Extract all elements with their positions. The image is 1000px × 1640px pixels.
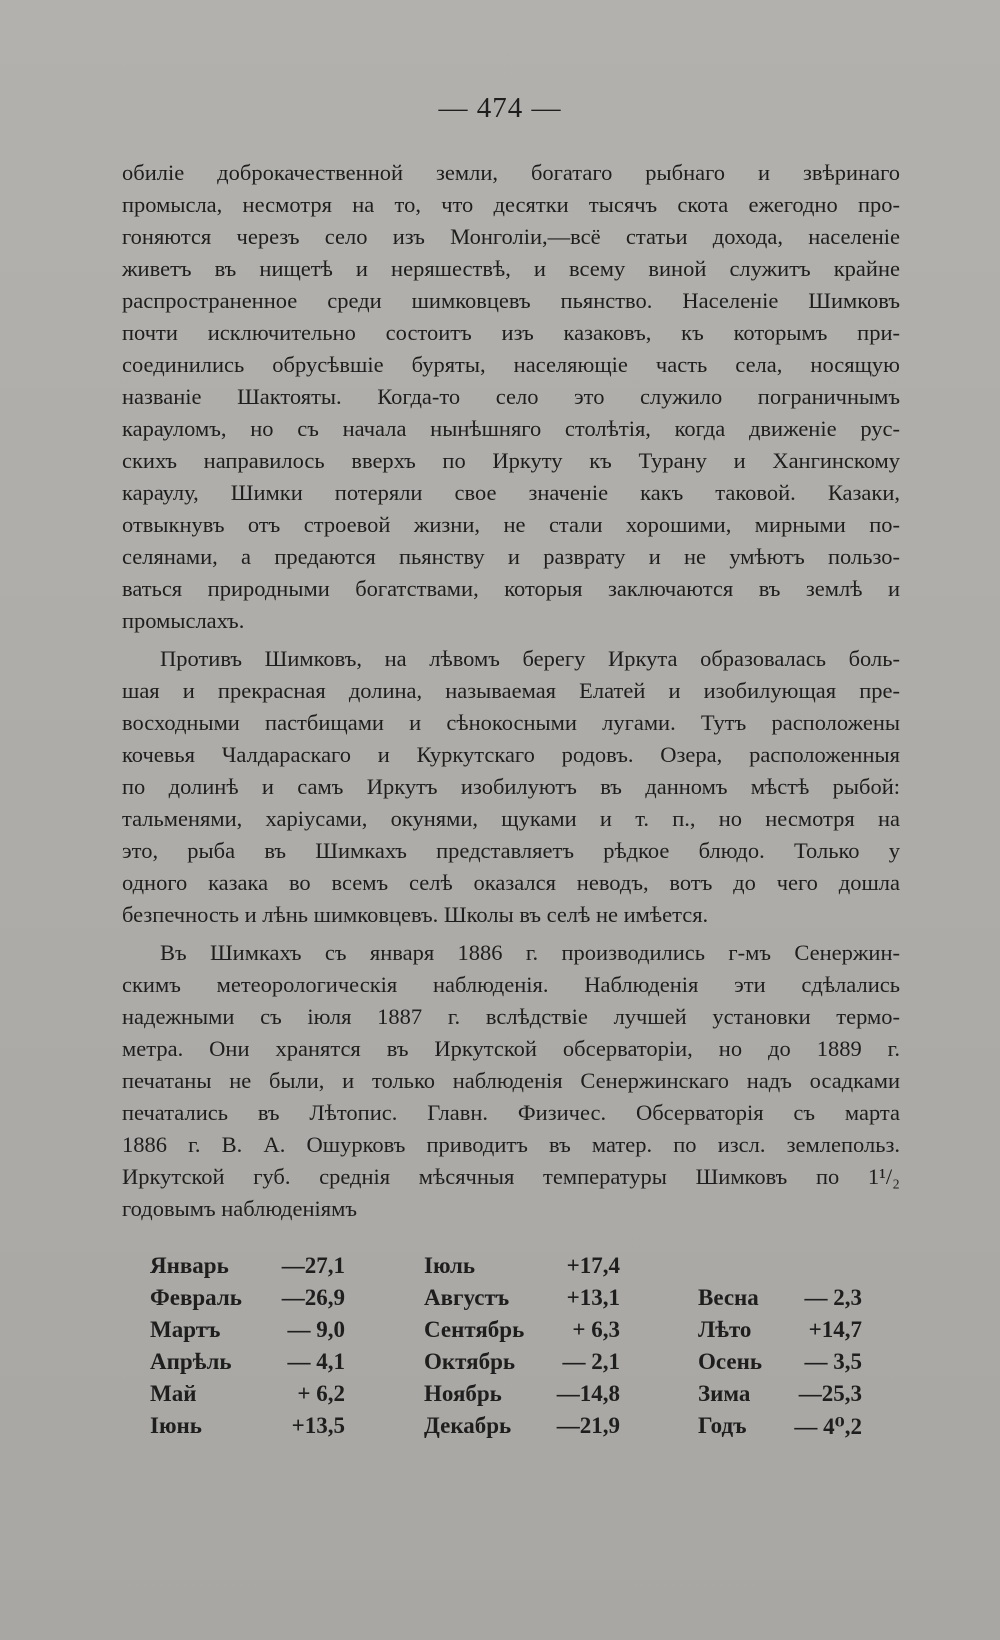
temperature-month: Іюнь	[150, 1413, 202, 1438]
text-line: восходными пастбищами и сѣнокосными лугами. Тутъ расположены	[122, 710, 900, 735]
temperature-value: —27,1	[281, 1253, 345, 1278]
temperature-value: +13,5	[291, 1413, 345, 1438]
text-line: отвыкнувъ отъ строевой жизни, не стали хорошими, мирными по-	[122, 512, 900, 537]
temperature-month: Годъ	[698, 1413, 747, 1438]
body-text	[122, 157, 900, 1225]
temperature-value: —25,3	[798, 1381, 862, 1406]
text-line: безпечность и лѣнь шимковцевъ. Школы въ селѣ не имѣется.	[122, 902, 709, 927]
text-line: годовымъ наблюденіямъ	[122, 1196, 357, 1221]
text-line: Иркутской губ. среднія мѣсячныя температуры Шимковъ по 1¹/₂	[122, 1164, 900, 1189]
temperature-value: — 2,3	[804, 1285, 862, 1310]
text-line: караулу, Шимки потеряли свое значеніе какъ таковой. Казаки,	[122, 480, 900, 505]
temperature-month: Лѣто	[698, 1317, 752, 1342]
text-line: скимъ метеорологическія наблюденія. Наблюденія эти сдѣлались	[122, 972, 900, 997]
text-line: надежными съ іюля 1887 г. вслѣдствіе лучшей установки термо-	[122, 1004, 900, 1029]
text-line: печатались въ Лѣтопис. Главн. Физичес. Обсерваторія съ марта	[122, 1100, 900, 1125]
temperature-value: +17,4	[566, 1253, 620, 1278]
text-line: почти исключительно состоитъ изъ казаковъ, къ которымъ при-	[122, 320, 900, 345]
text-line: это, рыба въ Шимкахъ представляетъ рѣдкое блюдо. Только у	[122, 838, 900, 863]
text-line: 1886 г. В. А. Ошурковъ приводитъ въ матер. по изсл. землепольз.	[122, 1132, 900, 1157]
text-line: промыслахъ.	[122, 608, 245, 633]
text-line: по долинѣ и самъ Иркутъ изобилуютъ въ данномъ мѣстѣ рыбой:	[122, 774, 900, 799]
text-line: Въ Шимкахъ съ января 1886 г. производились г-мъ Сенержин-	[160, 940, 900, 965]
text-line: ваться природными богатствами, которыя заключаются въ землѣ и	[122, 576, 900, 601]
paragraph	[122, 643, 900, 931]
temperature-month: Іюль	[424, 1253, 476, 1278]
temperature-value: +13,1	[566, 1285, 620, 1310]
temperature-value: — 4,1	[287, 1349, 345, 1374]
temperature-value: — 4⁰,2	[794, 1414, 862, 1439]
temperature-month: Мартъ	[150, 1317, 221, 1342]
text-line: промысла, несмотря на то, что десятки тысячъ скота ежегодно про-	[122, 192, 900, 217]
text-line: скихъ направилось вверхъ по Иркуту къ Турану и Хангинскому	[122, 448, 900, 473]
text-line: тальменями, харіусами, окунями, щуками и т. п., но несмотря на	[122, 806, 900, 831]
text-line: распространенное среди шимковцевъ пьянство. Населеніе Шимковъ	[122, 288, 900, 313]
text-line: метра. Они хранятся въ Иркутской обсерваторіи, но до 1889 г.	[122, 1036, 900, 1061]
temperature-value: + 6,2	[297, 1381, 345, 1406]
temperature-month: Май	[150, 1381, 197, 1406]
text-line: гоняются черезъ село изъ Монголіи,—всё статьи дохода, населеніе	[122, 224, 900, 249]
temperature-value: —26,9	[281, 1285, 345, 1310]
temperature-month: Январь	[150, 1253, 229, 1278]
text-line: одного казака во всемъ селѣ оказался неводъ, вотъ до чего дошла	[122, 870, 900, 895]
temperature-month: Декабрь	[424, 1413, 512, 1438]
temperature-value: + 6,3	[572, 1317, 620, 1342]
temperature-value: — 2,1	[562, 1349, 620, 1374]
text-line: соединились обрусѣвшіе буряты, населяющіе часть села, носящую	[122, 352, 900, 377]
text-line: печатаны не были, и только наблюденія Сенержинскаго надъ осадками	[122, 1068, 900, 1093]
paragraph	[122, 937, 900, 1225]
page-number: — 474 —	[438, 92, 562, 124]
temperature-month: Осень	[698, 1349, 763, 1374]
temperature-value: —21,9	[556, 1413, 620, 1438]
text-line: шая и прекрасная долина, называемая Елатей и изобилующая пре-	[122, 678, 900, 703]
text-line: селянами, а предаются пьянству и разврату и не умѣютъ пользо-	[122, 544, 900, 569]
temperature-month: Сентябрь	[424, 1317, 525, 1342]
text-line: живетъ въ нищетѣ и неряшествѣ, и всему виной служитъ крайне	[122, 256, 900, 281]
temperature-month: Апрѣль	[150, 1349, 232, 1374]
text-line: названіе Шактояты. Когда-то село это служило пограничнымъ	[122, 384, 900, 409]
text-line: обиліе доброкачественной земли, богатаго рыбнаго и звѣринаго	[122, 160, 900, 185]
temperature-value: —14,8	[556, 1381, 620, 1406]
temperature-month: Августъ	[424, 1285, 510, 1310]
temperature-month: Октябрь	[424, 1349, 516, 1374]
text-line: кочевья Чалдараскаго и Куркутскаго родовъ. Озера, расположенныя	[122, 742, 900, 767]
paragraph	[122, 157, 900, 637]
temperature-month: Весна	[698, 1285, 759, 1310]
temperature-month: Зима	[698, 1381, 751, 1406]
temperature-value: — 9,0	[287, 1317, 345, 1342]
temperature-value: — 3,5	[804, 1349, 862, 1374]
temperature-value: +14,7	[808, 1317, 862, 1342]
text-line: Противъ Шимковъ, на лѣвомъ берегу Иркута образовалась боль-	[160, 646, 900, 671]
text-line: карауломъ, но съ начала нынѣшняго столѣтія, когда движеніе рус-	[122, 416, 900, 441]
temperature-month: Февраль	[150, 1285, 242, 1310]
temperature-month: Ноябрь	[424, 1381, 502, 1406]
